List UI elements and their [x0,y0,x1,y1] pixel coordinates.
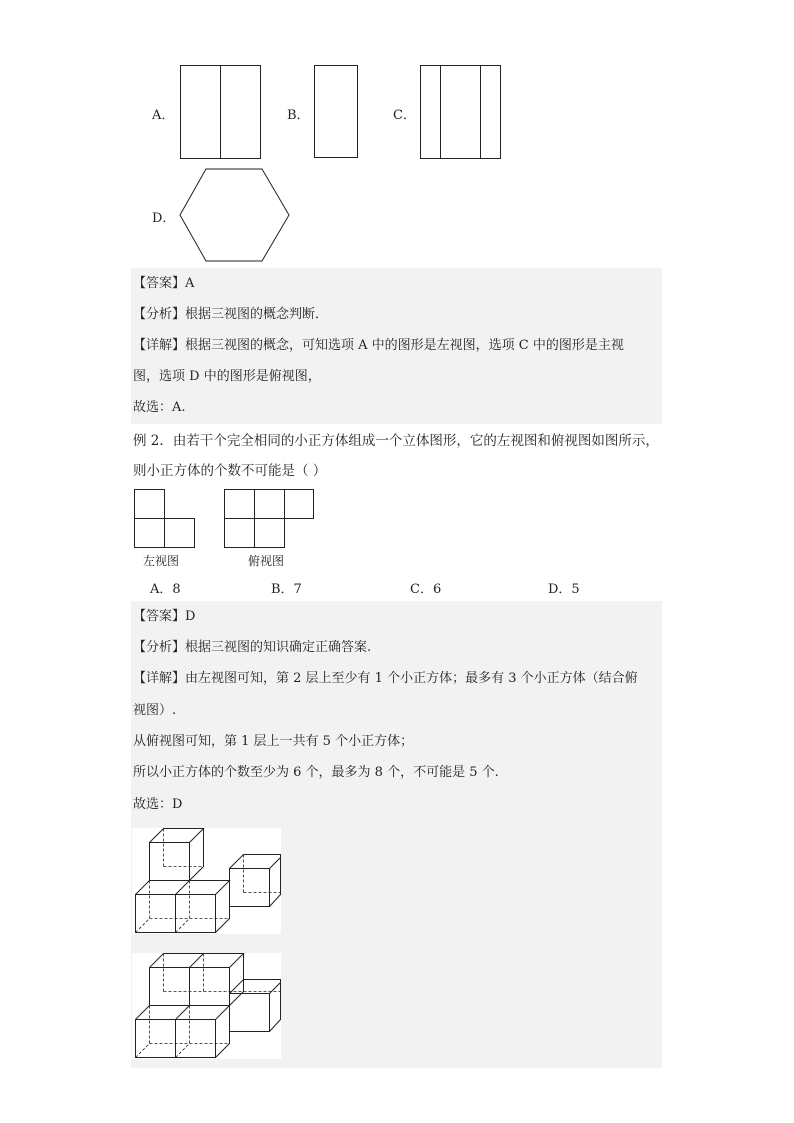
option-b-label: B． [287,108,310,123]
option-c-label: C． [393,108,416,123]
option-d-figure [178,168,292,264]
detail-2-line-2: 视图）. [133,703,177,718]
detail-2-line-4: 所以小正方体的个数至少为 6 个，最多为 8 个，不可能是 5 个. [133,765,499,780]
answer-1: 【答案】A [133,276,195,291]
example-2-option-c: C．6 [410,582,442,597]
detail-1-line-1: 【详解】根据三视图的概念，可知选项 A 中的图形是左视图，选项 C 中的图形是主视 [133,338,624,353]
analysis-1: 【分析】根据三视图的概念判断． [133,307,329,322]
example-2-option-a: A．8 [150,582,181,597]
cube-figure-min [132,828,281,934]
top-view-figure [224,489,315,549]
detail-1-line-2: 图，选项 D 中的图形是俯视图， [133,369,321,384]
example-2-line-1: 例 2．由若干个完全相同的小正方体组成一个立体图形，它的左视图和俯视图如图所示， [133,433,659,449]
detail-2-line-3: 从俯视图可知，第 1 层上一共有 5 个小正方体； [133,734,414,749]
conclusion-2: 故选：D [133,797,183,812]
option-a-figure [180,65,262,161]
option-a-label: A． [152,108,175,123]
example-2-line-2: 则小正方体的个数不可能是（ ） [133,463,327,479]
option-b-figure [314,65,359,160]
detail-2-line-1: 【详解】由左视图可知，第 2 层上至少有 1 个小正方体；最多有 3 个小正方体（结合俯 [133,671,638,686]
example-2-option-d: D．5 [548,582,580,597]
option-c-figure [420,65,502,161]
left-view-caption: 左视图 [143,554,180,568]
option-d-label: D． [152,211,176,226]
answer-2: 【答案】D [133,609,196,624]
example-2-option-b: B．7 [271,582,302,597]
left-view-figure [134,489,196,549]
conclusion-1: 故选：A. [133,400,186,415]
cube-figure-max [132,953,281,1059]
top-view-caption: 俯视图 [248,554,285,568]
analysis-2: 【分析】根据三视图的知识确定正确答案. [133,640,372,655]
